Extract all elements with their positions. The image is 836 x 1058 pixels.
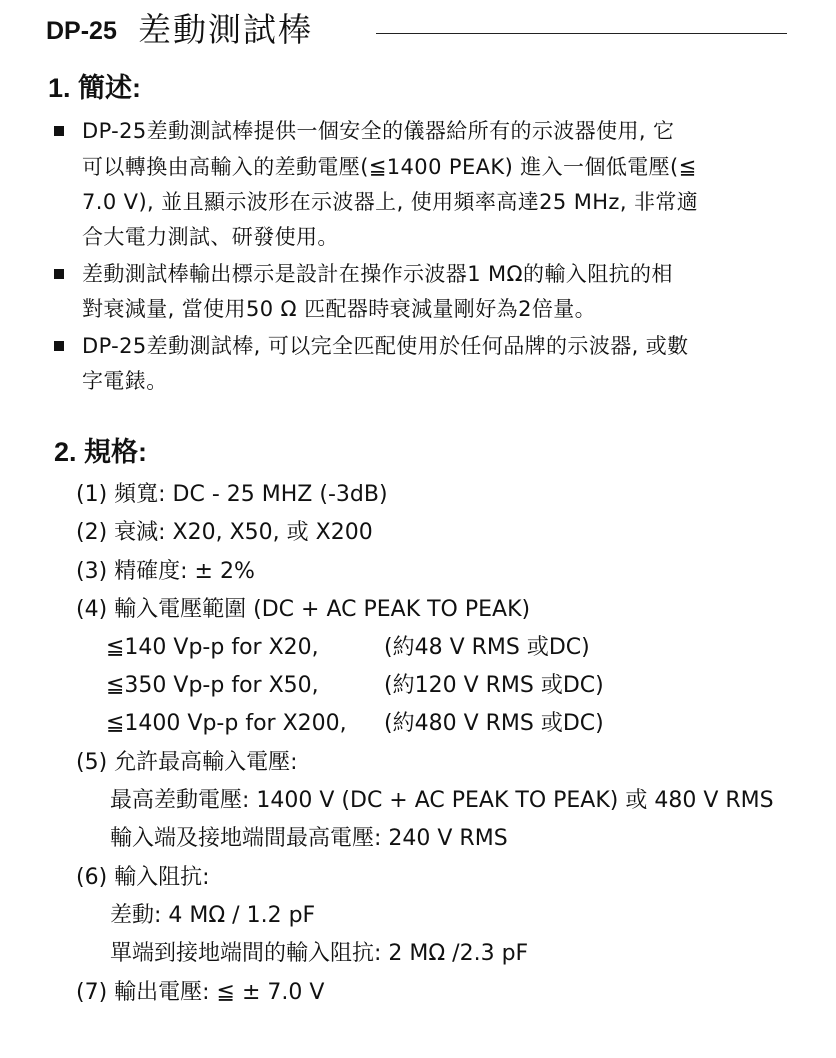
bullet-3-line-1: DP-25差動測試棒, 可以完全匹配使用於任何品牌的示波器, 或數 bbox=[82, 334, 689, 358]
differential-impedance: 差動: 4 MΩ / 1.2 pF bbox=[110, 903, 316, 928]
section-heading-specifications: 2. 規格: bbox=[54, 437, 148, 467]
bullet-1-line-4: 合大電力測試、研發使用。 bbox=[82, 225, 339, 249]
bullet-1-line-1: DP-25差動測試棒提供一個安全的儀器給所有的示波器使用, 它 bbox=[82, 119, 675, 143]
bullet-square-icon bbox=[54, 341, 64, 351]
page-title: 差動測試棒 bbox=[138, 10, 313, 49]
bullet-1-line-2: 可以轉換由高輸入的差動電壓(≦1400 PEAK) 進入一個低電壓(≦ bbox=[82, 155, 697, 179]
voltage-rms-x50: (約120 V RMS 或DC) bbox=[384, 673, 604, 698]
bullet-square-icon bbox=[54, 269, 64, 279]
spec-attenuation: (2) 衰減: X20, X50, 或 X200 bbox=[76, 520, 373, 545]
bullet-square-icon bbox=[54, 126, 64, 136]
section-heading-overview: 1. 簡述: bbox=[48, 73, 142, 103]
spec-input-impedance: (6) 輸入阻抗: bbox=[76, 865, 210, 890]
voltage-rms-x200: (約480 V RMS 或DC) bbox=[384, 711, 604, 736]
voltage-range-x50: ≦350 Vp-p for X50, bbox=[106, 673, 319, 698]
spec-output-voltage: (7) 輸出電壓: ≦ ± 7.0 V bbox=[76, 980, 325, 1005]
single-ended-impedance: 單端到接地端間的輸入阻抗: 2 MΩ /2.3 pF bbox=[110, 941, 529, 966]
bullet-3-line-2: 字電錶。 bbox=[82, 369, 168, 393]
max-common-mode-voltage: 輸入端及接地端間最高電壓: 240 V RMS bbox=[110, 826, 508, 851]
voltage-range-x20: ≦140 Vp-p for X20, bbox=[106, 635, 319, 660]
voltage-rms-x20: (約48 V RMS 或DC) bbox=[384, 635, 590, 660]
bullet-2-line-2: 對衰減量, 當使用50 Ω 匹配器時衰減量剛好為2倍量。 bbox=[82, 297, 597, 321]
max-differential-voltage: 最高差動電壓: 1400 V (DC + AC PEAK TO PEAK) 或 480 V RMS bbox=[110, 788, 774, 813]
product-model: DP-25 bbox=[46, 17, 117, 45]
bullet-1-line-3: 7.0 V), 並且顯示波形在示波器上, 使用頻率高達25 MHz, 非常適 bbox=[82, 190, 699, 214]
header-divider bbox=[376, 33, 787, 34]
spec-input-voltage-range: (4) 輸入電壓範圍 (DC + AC PEAK TO PEAK) bbox=[76, 597, 531, 622]
spec-max-input-voltage: (5) 允許最高輸入電壓: bbox=[76, 750, 298, 775]
spec-bandwidth: (1) 頻寬: DC - 25 MHZ (-3dB) bbox=[76, 482, 388, 507]
bullet-2-line-1: 差動測試棒輸出標示是設計在操作示波器1 MΩ的輸入阻抗的相 bbox=[82, 262, 673, 286]
spec-accuracy: (3) 精確度: ± 2% bbox=[76, 559, 255, 584]
voltage-range-x200: ≦1400 Vp-p for X200, bbox=[106, 711, 347, 736]
